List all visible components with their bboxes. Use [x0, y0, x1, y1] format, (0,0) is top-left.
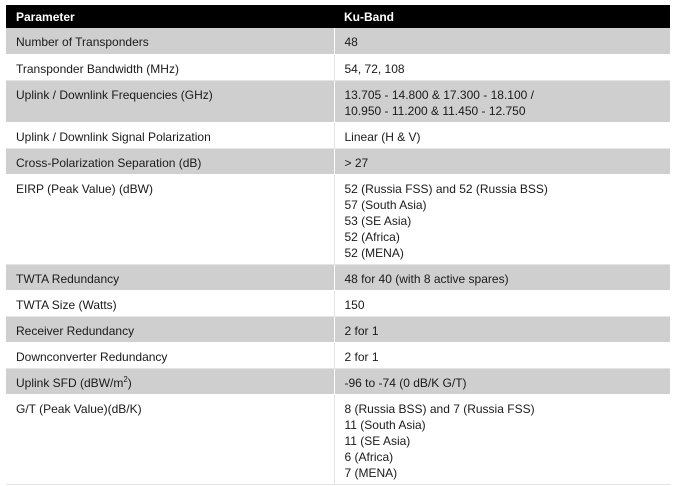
row-value: [334, 80, 670, 122]
value-line: 8 (Russia BSS) and 7 (Russia FSS): [344, 401, 535, 416]
value-line: 11 (SE Asia): [344, 433, 411, 448]
row-parameter: Downconverter Redundancy: [6, 342, 334, 368]
value-line: 6 (Africa): [344, 449, 394, 464]
value-line: 2 for 1: [344, 349, 379, 364]
row-parameter: Receiver Redundancy: [6, 316, 334, 342]
table-row: [6, 174, 670, 264]
row-value: [334, 368, 670, 394]
row-parameter: Cross-Polarization Separation (dB): [6, 148, 334, 174]
value-line: 54, 72, 108: [344, 61, 405, 76]
row-parameter: TWTA Redundancy: [6, 264, 334, 290]
row-parameter: Number of Transponders: [6, 28, 334, 54]
table-row: [6, 290, 670, 316]
row-parameter: [6, 368, 334, 394]
value-line: Linear (H & V): [344, 129, 421, 144]
row-parameter: TWTA Size (Watts): [6, 290, 334, 316]
value-line: 13.705 - 14.800 & 17.300 - 18.100 /: [344, 87, 534, 102]
value-line: 52 (Africa): [344, 229, 400, 244]
value-line: 57 (South Asia): [344, 197, 427, 212]
param-text-end: ): [127, 375, 132, 390]
row-value: [334, 264, 670, 290]
table-row: [6, 80, 670, 122]
row-value: [334, 394, 670, 484]
value-line: 48 for 40 (with 8 active spares): [344, 271, 509, 286]
superscript-two: 2: [123, 374, 128, 384]
table-row: [6, 54, 670, 80]
row-value: [334, 316, 670, 342]
row-value: [334, 148, 670, 174]
header-parameter: Parameter: [6, 5, 334, 28]
row-value: [334, 54, 670, 80]
value-line: 10.950 - 11.200 & 11.450 - 12.750: [344, 103, 526, 118]
value-line: -96 to -74 (0 dB/K G/T): [344, 375, 467, 390]
value-line: 150: [344, 297, 365, 312]
table-row: [6, 342, 670, 368]
row-parameter: G/T (Peak Value)(dB/K): [6, 394, 334, 484]
table-row: [6, 264, 670, 290]
row-value: [334, 290, 670, 316]
value-line: 2 for 1: [344, 323, 379, 338]
table-row: [6, 28, 670, 54]
row-parameter: Uplink / Downlink Signal Polarization: [6, 122, 334, 148]
table-row: [6, 394, 670, 484]
value-line: 7 (MENA): [344, 465, 398, 480]
value-line: > 27: [344, 155, 369, 170]
table-row: [6, 368, 670, 394]
row-parameter: EIRP (Peak Value) (dBW): [6, 174, 334, 264]
table-row: [6, 122, 670, 148]
value-line: 52 (MENA): [344, 245, 404, 260]
table-row: [6, 148, 670, 174]
row-parameter: Uplink / Downlink Frequencies (GHz): [6, 80, 334, 122]
row-value: [334, 122, 670, 148]
value-line: 11 (South Asia): [344, 417, 426, 432]
row-value: [334, 342, 670, 368]
row-value: [334, 28, 670, 54]
param-text: Uplink SFD (dBW/m: [16, 375, 124, 390]
row-parameter: Transponder Bandwidth (MHz): [6, 54, 334, 80]
table-row: [6, 316, 670, 342]
row-value: [334, 174, 670, 264]
table-header-row: [6, 5, 670, 28]
value-line: 48: [344, 35, 358, 49]
header-ku-band: Ku-Band: [334, 5, 670, 28]
value-line: 52 (Russia FSS) and 52 (Russia BSS): [344, 181, 548, 196]
value-line: 53 (SE Asia): [344, 213, 412, 228]
ku-band-spec-table: [6, 5, 670, 485]
